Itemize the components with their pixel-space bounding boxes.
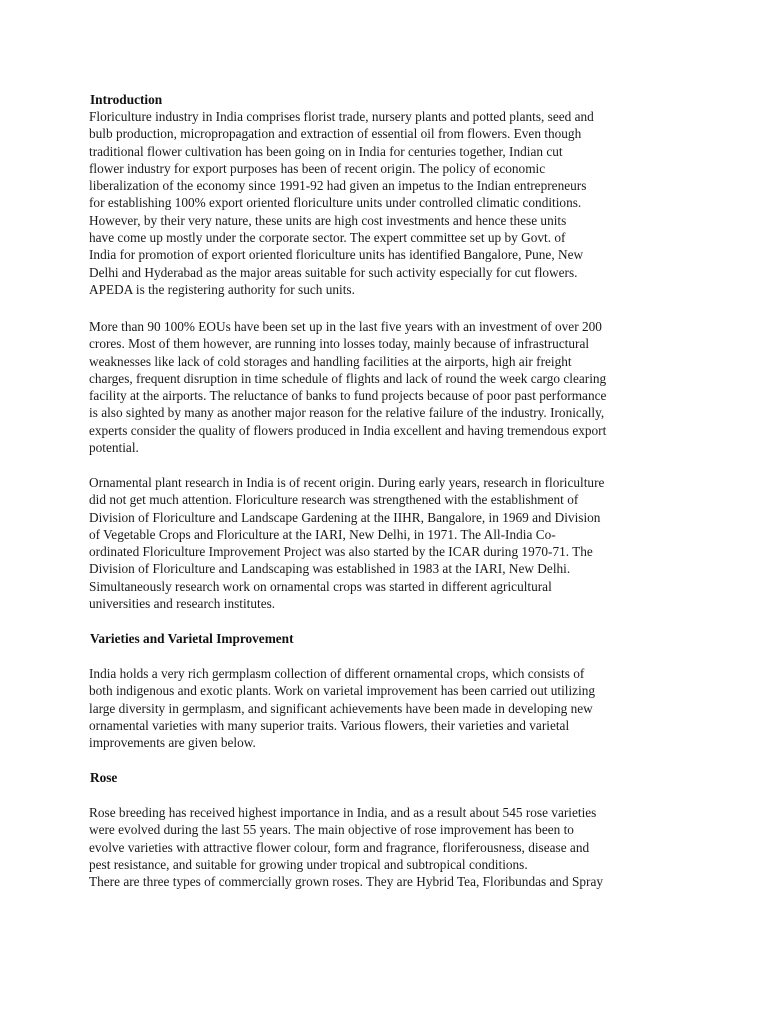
- paragraph-intro-2: [89, 318, 689, 456]
- text-line: Ornamental plant research in India is of recent origin. During early years, research in floriculture: [89, 475, 605, 490]
- text-line: Division of Floriculture and Landscape Gardening at the IIHR, Bangalore, in 1969 and Division: [89, 509, 601, 525]
- paragraph-rose-1: [89, 804, 689, 890]
- text-line: ornamental varieties with many superior traits. Various flowers, their varieties and varietal: [89, 717, 570, 733]
- section-heading-varieties: Varieties and Varietal Improvement: [90, 631, 294, 646]
- text-line: More than 90 100% EOUs have been set up in the last five years with an investment of over 200: [89, 319, 602, 334]
- section-heading-introduction: Introduction: [90, 92, 163, 107]
- text-line: APEDA is the registering authority for such units.: [89, 281, 355, 297]
- text-line: potential.: [89, 440, 139, 456]
- text-line: bulb production, micropropagation and extraction of essential oil from flowers. Even though: [89, 126, 582, 142]
- text-line: were evolved during the last 55 years. The main objective of rose improvement has been to: [89, 822, 574, 838]
- paragraph-intro-1: [89, 108, 689, 298]
- text-line: for establishing 100% export oriented floriculture units under controlled climatic conditions.: [89, 195, 582, 211]
- text-line: crores. Most of them however, are running into losses today, mainly because of infrastructural: [89, 336, 590, 352]
- text-line: Simultaneously research work on ornamental crops was started in different agricultural: [89, 578, 552, 594]
- text-line: improvements are given below.: [89, 735, 256, 751]
- text-line: India holds a very rich germplasm collection of different ornamental crops, which consists of: [89, 666, 585, 681]
- text-line: India for promotion of export oriented floriculture units has identified Bangalore, Pune, New: [89, 247, 584, 263]
- section-heading-rose: Rose: [90, 770, 118, 785]
- text-line: is also sighted by many as another major reason for the relative failure of the industry. Ironically,: [89, 405, 605, 421]
- text-line: facility at the airports. The reluctance of banks to fund projects because of poor past performance: [89, 388, 607, 404]
- text-line: did not get much attention. Floriculture research was strengthened with the establishment of: [89, 492, 579, 508]
- text-line: Rose breeding has received highest importance in India, and as a result about 545 rose varieties: [89, 805, 597, 820]
- text-line: both indigenous and exotic plants. Work on varietal improvement has been carried out utilizing: [89, 683, 596, 699]
- paragraph-intro-3: [89, 474, 689, 612]
- text-line: universities and research institutes.: [89, 596, 276, 612]
- text-line: Division of Floriculture and Landscaping was established in 1983 at the IARI, New Delhi.: [89, 561, 571, 577]
- text-line: experts consider the quality of flowers produced in India excellent and having tremendous export: [89, 422, 607, 438]
- text-line: There are three types of commercially grown roses. They are Hybrid Tea, Floribundas and Spray: [89, 874, 604, 890]
- text-line: pest resistance, and suitable for growing under tropical and subtropical conditions.: [89, 856, 528, 872]
- text-line: liberalization of the economy since 1991-92 had given an impetus to the Indian entrepreneurs: [89, 178, 587, 194]
- text-line: large diversity in germplasm, and significant achievements have been made in developing new: [89, 700, 593, 716]
- text-line: flower industry for export purposes has been of recent origin. The policy of economic: [89, 160, 546, 176]
- text-line: evolve varieties with attractive flower colour, form and fragrance, floriferousness, disease and: [89, 839, 590, 855]
- text-line: ordinated Floriculture Improvement Project was also started by the ICAR during 1970-71. The: [89, 544, 593, 560]
- text-line: traditional flower cultivation has been going on in India for centuries together, Indian cut: [89, 143, 563, 159]
- text-line: have come up mostly under the corporate sector. The expert committee set up by Govt. of: [89, 230, 566, 246]
- text-line: weaknesses like lack of cold storages and handling facilities at the airports, high air freight: [89, 353, 572, 369]
- text-line: Delhi and Hyderabad as the major areas suitable for such activity especially for cut flowers.: [89, 264, 578, 280]
- text-line: However, by their very nature, these units are high cost investments and hence these units: [89, 212, 567, 228]
- paragraph-varieties-1: [89, 665, 689, 751]
- text-line: charges, frequent disruption in time schedule of flights and lack of round the week cargo clearing: [89, 370, 607, 386]
- text-line: of Vegetable Crops and Floriculture at the IARI, New Delhi, in 1971. The All-India Co-: [89, 526, 556, 542]
- text-line: Floriculture industry in India comprises florist trade, nursery plants and potted plants, seed and: [89, 109, 594, 124]
